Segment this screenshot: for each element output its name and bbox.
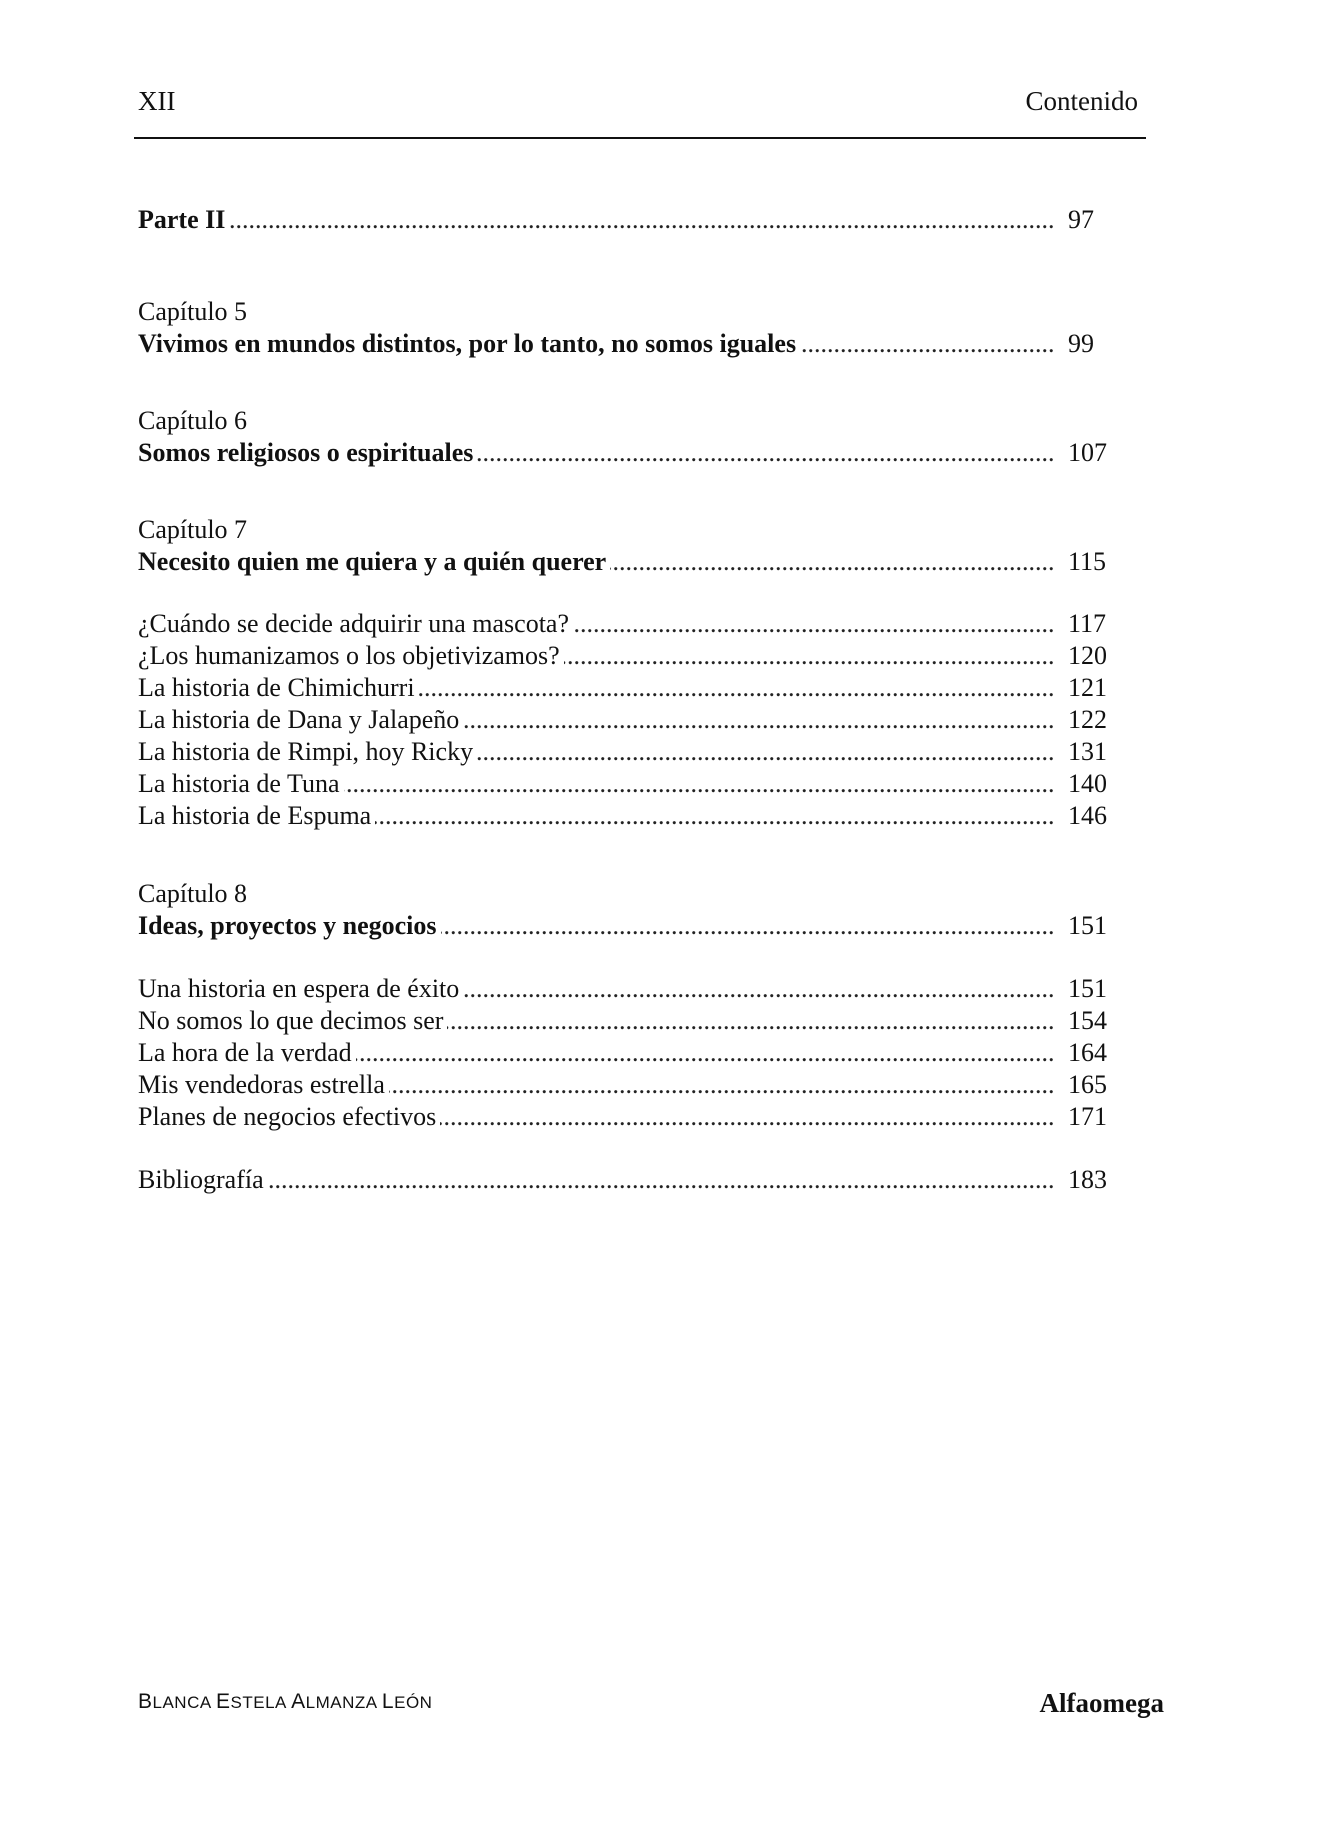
toc-chapter-title: Somos religiosos o espirituales <box>138 437 477 469</box>
toc-entry-label: La historia de Tuna <box>138 768 344 800</box>
toc-entry-label: ¿Cuándo se decide adquirir una mascota? <box>138 608 573 640</box>
toc-entry-row <box>138 768 1118 800</box>
author-word: ESTELA <box>216 1690 292 1713</box>
toc-entry-label: La historia de Espuma <box>138 800 375 832</box>
author-word: BLANCA <box>138 1690 216 1713</box>
toc-entry-page: 165 <box>1068 1070 1107 1099</box>
toc-entry-row <box>138 704 1118 736</box>
header-divider <box>134 137 1146 139</box>
toc-entry-page: 171 <box>1068 1102 1107 1131</box>
page-number: XII <box>138 86 176 116</box>
toc-entry-row <box>138 1005 1118 1037</box>
toc-entry-page: 121 <box>1068 673 1107 702</box>
toc-entry-label: La historia de Chimichurri <box>138 672 419 704</box>
toc-chapter-row <box>138 437 1118 469</box>
toc-bibliography-label: Bibliografía <box>138 1164 268 1196</box>
toc-entry-row <box>138 1069 1118 1101</box>
toc-entry-page: 120 <box>1068 641 1107 670</box>
dot-leader <box>138 204 1056 236</box>
toc-entry-label: No somos lo que decimos ser <box>138 1005 447 1037</box>
toc-chapter-row <box>138 910 1118 942</box>
toc-entry-row <box>138 640 1118 672</box>
toc-chapter-page: 99 <box>1068 329 1094 358</box>
dot-leader <box>138 1164 1056 1196</box>
toc-part-page: 97 <box>1068 205 1094 234</box>
toc-entry-label: Mis vendedoras estrella <box>138 1069 389 1101</box>
toc-part-row <box>138 204 1118 236</box>
author-word: ALMANZA <box>291 1690 382 1713</box>
toc-chapter-page: 151 <box>1068 911 1107 940</box>
toc-entry-page: 154 <box>1068 1006 1107 1035</box>
toc-entry-row <box>138 973 1118 1005</box>
section-title: Contenido <box>1025 86 1138 116</box>
chapter-number: Capítulo 7 <box>138 515 248 544</box>
toc-entry-label: Una historia en espera de éxito <box>138 973 463 1005</box>
toc-entry-row <box>138 1037 1118 1069</box>
toc-entry-row <box>138 608 1118 640</box>
toc-chapter-row <box>138 546 1118 578</box>
chapter-number: Capítulo 6 <box>138 406 248 435</box>
toc-entry-row <box>138 672 1118 704</box>
toc-chapter-row <box>138 328 1118 360</box>
toc-entry-label: La historia de Rimpi, hoy Ricky <box>138 736 477 768</box>
toc-chapter-title: Vivimos en mundos distintos, por lo tanto, no somos iguales <box>138 328 800 360</box>
toc-entry-row <box>138 736 1118 768</box>
chapter-number: Capítulo 8 <box>138 879 248 908</box>
toc-entry-row <box>138 1101 1118 1133</box>
toc-chapter-title: Necesito quien me quiera y a quién querer <box>138 546 610 578</box>
author-word: LEÓN <box>381 1690 433 1713</box>
footer-publisher: Alfaomega <box>1039 1688 1164 1718</box>
toc-entry-page: 164 <box>1068 1038 1107 1067</box>
toc-chapter-page: 115 <box>1068 547 1107 576</box>
toc-chapter-title: Ideas, proyectos y negocios <box>138 910 441 942</box>
toc-entry-page: 151 <box>1068 974 1107 1003</box>
toc-entry-page: 140 <box>1068 769 1107 798</box>
toc-entry-label: La hora de la verdad <box>138 1037 356 1069</box>
toc-entry-page: 117 <box>1068 609 1107 638</box>
footer-author <box>138 1690 432 1714</box>
toc-entry-row <box>138 800 1118 832</box>
toc-entry-label: Planes de negocios efectivos <box>138 1101 440 1133</box>
toc-bibliography-row <box>138 1164 1118 1196</box>
toc-entry-page: 146 <box>1068 801 1107 830</box>
page-header <box>136 86 1144 126</box>
toc-chapter-page: 107 <box>1068 438 1107 467</box>
chapter-number: Capítulo 5 <box>138 297 248 326</box>
toc-entry-page: 122 <box>1068 705 1107 734</box>
toc-entry-page: 131 <box>1068 737 1107 766</box>
toc-part-label: Parte II <box>138 204 229 236</box>
toc-bibliography-page: 183 <box>1068 1165 1107 1194</box>
toc-entry-label: ¿Los humanizamos o los objetivizamos? <box>138 640 564 672</box>
toc-entry-label: La historia de Dana y Jalapeño <box>138 704 463 736</box>
